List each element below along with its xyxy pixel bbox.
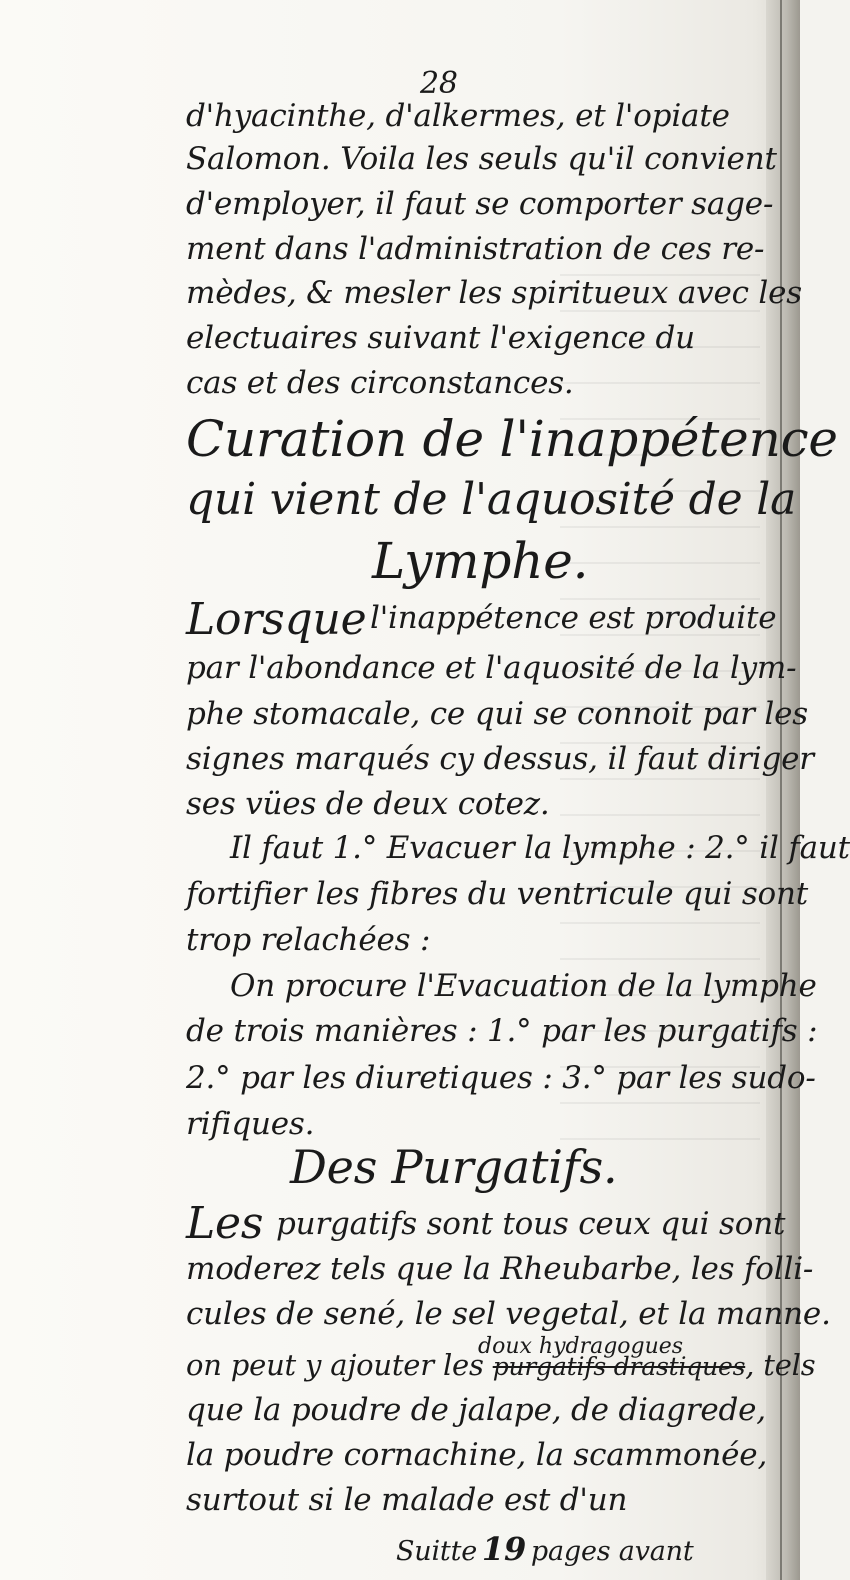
paragraph-lead-word: Lorsque bbox=[186, 594, 367, 645]
catchword-text: Suitte bbox=[396, 1536, 477, 1567]
bleed-through bbox=[560, 240, 760, 1140]
section-heading: Lymphe. bbox=[372, 532, 589, 590]
text-line: rifiques. bbox=[186, 1106, 315, 1142]
text-line bbox=[186, 1348, 815, 1382]
text-segment: , tels bbox=[745, 1348, 816, 1382]
section-heading: Curation de l'inappétence bbox=[186, 410, 838, 468]
book-gutter bbox=[766, 0, 800, 1580]
catchword-text: pages avant bbox=[530, 1536, 694, 1567]
text-line: ment dans l'administration de ces re- bbox=[186, 231, 765, 267]
text-line: d'employer, il faut se comporter sage- bbox=[186, 186, 774, 222]
text-line: ses vües de deux cotez. bbox=[186, 786, 550, 822]
catchword bbox=[396, 1530, 694, 1568]
text-line: de trois manières : 1.° par les purgatifs : bbox=[186, 1013, 818, 1049]
section-heading: Des Purgatifs. bbox=[290, 1140, 618, 1194]
text-line: cules de sené, le sel vegetal, et la manne. bbox=[186, 1296, 831, 1332]
text-line: trop relachées : bbox=[186, 922, 431, 958]
text-line: surtout si le malade est d'un bbox=[186, 1482, 628, 1518]
text-line: mèdes, & mesler les spiritueux avec les bbox=[186, 275, 802, 311]
text-segment: on peut y ajouter les bbox=[186, 1348, 484, 1382]
text-line: purgatifs sont tous ceux qui sont bbox=[276, 1206, 786, 1242]
paragraph-lead-word: Les bbox=[186, 1198, 264, 1249]
text-line: l'inappétence est produite bbox=[370, 600, 777, 636]
text-line: 2.° par les diuretiques : 3.° par les sudo- bbox=[186, 1060, 816, 1096]
catchword-number: 19 bbox=[481, 1530, 527, 1568]
text-line: On procure l'Evacuation de la lymphe bbox=[230, 968, 817, 1004]
text-line: Salomon. Voila les seuls qu'il convient bbox=[186, 141, 777, 177]
text-line: phe stomacale, ce qui se connoit par les bbox=[186, 696, 808, 732]
text-line: cas et des circonstances. bbox=[186, 365, 574, 401]
text-line: par l'abondance et l'aquosité de la lym- bbox=[186, 650, 797, 686]
page-number: 28 bbox=[420, 66, 458, 101]
text-line: Il faut 1.° Evacuer la lymphe : 2.° il faut bbox=[230, 830, 850, 866]
text-line: electuaires suivant l'exigence du bbox=[186, 320, 695, 356]
text-line: signes marqués cy dessus, il faut diriger bbox=[186, 741, 814, 777]
text-line: la poudre cornachine, la scammonée, bbox=[186, 1437, 768, 1473]
text-line: moderez tels que la Rheubarbe, les folli- bbox=[186, 1251, 814, 1287]
text-line: fortifier les fibres du ventricule qui sont bbox=[186, 876, 809, 912]
struck-text: purgatifs drastiques bbox=[492, 1352, 746, 1381]
interlinear-insertion: doux hydragogues bbox=[478, 1334, 684, 1359]
gutter-edge bbox=[780, 0, 782, 1580]
text-line: que la poudre de jalape, de diagrede, bbox=[186, 1392, 766, 1428]
section-heading: qui vient de l'aquosité de la bbox=[186, 474, 797, 525]
text-line: d'hyacinthe, d'alkermes, et l'opiate bbox=[186, 98, 730, 134]
